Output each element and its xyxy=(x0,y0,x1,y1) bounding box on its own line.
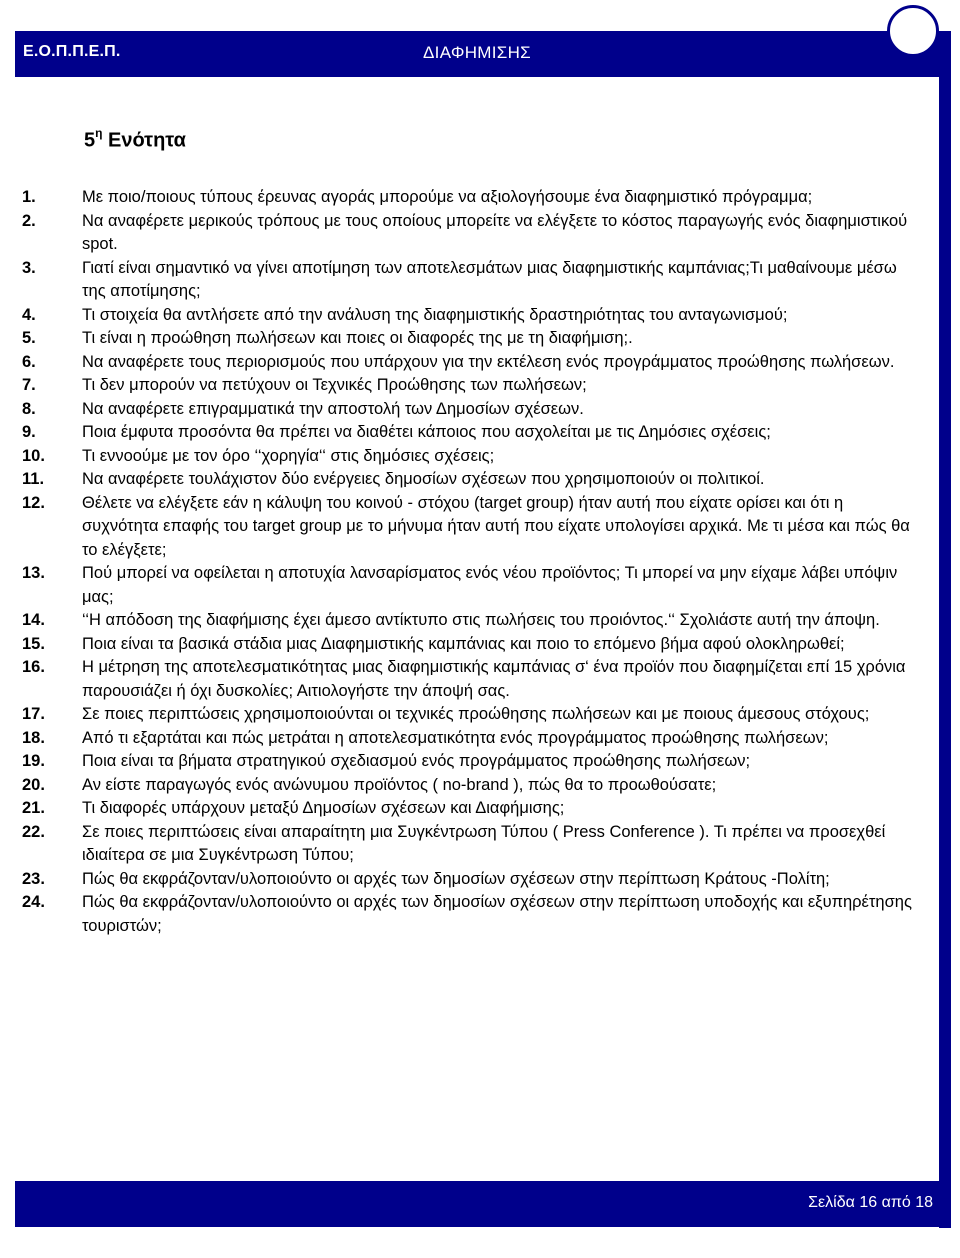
question-text: Πού μπορεί να οφείλεται η αποτυχία λανσαρίσματος ενός νέου προϊόντος; Τι μπορεί να μην είχαμε λάβει υπόψιν μας; xyxy=(82,564,898,606)
question-text: Σε ποιες περιπτώσεις χρησιμοποιούνται οι τεχνικές προώθησης πωλήσεων και με ποιους άμεσους στόχους; xyxy=(82,705,870,723)
question-text: Τι εννοούμε με τον όρο ‘‘χορηγία‘‘ στις δημόσιες σχέσεις; xyxy=(82,446,495,465)
question-number: 12. xyxy=(22,493,45,512)
question-item xyxy=(22,257,922,304)
question-text: Να αναφέρετε μερικούς τρόπους με τους οποίους μπορείτε να ελέγξετε το κόστος παραγωγής ενός διαφημιστικού spot. xyxy=(82,211,908,253)
question-number: 11. xyxy=(22,470,45,488)
question-number: 3. xyxy=(22,258,36,277)
question-text: Να αναφέρετε τουλάχιστον δύο ενέργειες δημοσίων σχέσεων που χρησιμοποιούν οι πολιτικοί. xyxy=(82,470,765,488)
question-item xyxy=(22,868,922,892)
question-item xyxy=(22,351,922,375)
question-item xyxy=(22,750,922,774)
question-item xyxy=(22,609,922,633)
question-number: 23. xyxy=(22,869,45,888)
question-text: Τι είναι η προώθηση πωλήσεων και ποιες οι διαφορές της με τη διαφήμιση;. xyxy=(82,329,633,347)
question-number: 2. xyxy=(22,211,36,230)
corner-ornament xyxy=(887,5,939,57)
question-text: Ποια έμφυτα προσόντα θα πρέπει να διαθέτει κάποιος που ασχολείται με τις Δημόσιες σχέσεις; xyxy=(82,423,771,441)
question-text: Ποια είναι τα βήματα στρατηγικού σχεδιασμού ενός προγράμματος προώθησης πωλήσεων; xyxy=(82,752,751,770)
question-item xyxy=(22,398,922,422)
question-item xyxy=(22,186,922,210)
question-item xyxy=(22,891,922,938)
question-number: 17. xyxy=(22,705,45,723)
question-number: 18. xyxy=(22,728,45,747)
question-item xyxy=(22,727,922,751)
question-item xyxy=(22,703,922,727)
question-text: Γιατί είναι σημαντικό να γίνει αποτίμηση των αποτελεσμάτων μιας διαφημιστικής καμπάνιας;Τι μαθαίνουμε μέσω της αποτίμησης; xyxy=(82,258,897,300)
footer-bar xyxy=(15,1181,951,1227)
question-text: Η μέτρηση της αποτελεσματικότητας μιας διαφημιστικής καμπάνιας σ‘ ένα προϊόν που διαφημίζεται επί 15 χρόνια παρουσιάζει ή όχι δυσκολίες; Αιτιολογήστε την άποψή σας. xyxy=(82,658,906,700)
question-item xyxy=(22,304,922,328)
question-text: Σε ποιες περιπτώσεις είναι απαραίτητη μια Συγκέντρωση Τύπου ( Press Conference ). Τι πρέπει να προσεχθεί ιδιαίτερα σε μια Συγκέντρωση Τύπου; xyxy=(82,822,886,864)
question-number: 21. xyxy=(22,799,45,817)
question-item xyxy=(22,210,922,257)
question-item xyxy=(22,562,922,609)
question-item xyxy=(22,374,922,398)
question-item xyxy=(22,633,922,657)
question-item xyxy=(22,327,922,351)
section-title xyxy=(84,128,186,153)
question-item xyxy=(22,774,922,798)
question-text: Θέλετε να ελέγξετε εάν η κάλυψη του κοινού - στόχου (target group) ήταν αυτή που είχατε ορίσει και ότι η συχνότητα επαφής του target group με το μήνυμα ήταν αυτή που είχατε υπολογίσει αρχικά. Με τι μέσα και πώς θα το ελέγξετε; xyxy=(82,493,910,559)
question-item xyxy=(22,421,922,445)
question-item xyxy=(22,656,922,703)
question-number: 9. xyxy=(22,423,36,441)
question-text: Πώς θα εκφράζονταν/υλοποιούντο οι αρχές των δημοσίων σχέσεων στην περίπτωση υποδοχής και εξυπηρέτησης τουριστών; xyxy=(82,893,912,935)
question-number: 10. xyxy=(22,446,45,465)
question-text: ‘‘Η απόδοση της διαφήμισης έχει άμεσο αντίκτυπο στις πωλήσεις του προιόντος.‘‘ Σχολιάστε αυτή την άποψη. xyxy=(82,611,880,629)
question-number: 14. xyxy=(22,611,45,629)
section-label: Ενότητα xyxy=(108,129,186,152)
section-number: 5 xyxy=(84,129,96,152)
question-text: Τι δεν μπορούν να πετύχουν οι Τεχνικές Προώθησης των πωλήσεων; xyxy=(82,376,587,394)
question-number: 6. xyxy=(22,352,36,371)
question-number: 22. xyxy=(22,822,45,841)
side-bar xyxy=(939,31,951,1228)
question-item xyxy=(22,492,922,563)
question-number: 7. xyxy=(22,376,36,394)
question-number: 8. xyxy=(22,399,36,418)
question-item xyxy=(22,468,922,492)
question-number: 24. xyxy=(22,893,45,911)
question-item xyxy=(22,821,922,868)
question-item xyxy=(22,445,922,469)
question-text: Από τι εξαρτάται και πώς μετράται η αποτελεσματικότητα ενός προγράμματος προώθησης πωλήσεων; xyxy=(82,728,829,747)
header-bar xyxy=(15,31,939,77)
question-number: 20. xyxy=(22,775,45,794)
question-text: Να αναφέρετε επιγραμματικά την αποστολή των Δημοσίων σχέσεων. xyxy=(82,399,584,418)
question-text: Με ποιο/ποιους τύπους έρευνας αγοράς μπορούμε να αξιολογήσουμε ένα διαφημιστικό πρόγραμμα; xyxy=(82,188,813,206)
question-number: 15. xyxy=(22,634,45,653)
question-number: 1. xyxy=(22,188,36,206)
question-number: 4. xyxy=(22,305,36,324)
question-text: Αν είστε παραγωγός ενός ανώνυμου προϊόντος ( no-brand ), πώς θα το προωθούσατε; xyxy=(82,775,717,794)
question-text: Πώς θα εκφράζονταν/υλοποιούντο οι αρχές των δημοσίων σχέσεων στην περίπτωση Κράτους -Πολίτη; xyxy=(82,869,830,888)
question-text: Τι στοιχεία θα αντλήσετε από την ανάλυση της διαφημιστικής δραστηριότητας του ανταγωνισμού; xyxy=(82,305,788,324)
page-number: Σελίδα 16 από 18 xyxy=(808,1194,933,1211)
header-course: ΔΙΑΦΗΜΙΣΗΣ xyxy=(423,43,531,62)
questions-list xyxy=(22,186,922,938)
question-number: 19. xyxy=(22,752,45,770)
question-text: Να αναφέρετε τους περιορισμούς που υπάρχουν για την εκτέλεση ενός προγράμματος προώθησης πωλήσεων. xyxy=(82,352,895,371)
question-number: 16. xyxy=(22,658,45,676)
header-org: Ε.Ο.Π.Π.Ε.Π. xyxy=(23,43,121,60)
question-number: 5. xyxy=(22,329,36,347)
question-text: Ποια είναι τα βασικά στάδια μιας Διαφημιστικής καμπάνιας και ποιο το επόμενο βήμα αφού ολοκληρωθεί; xyxy=(82,634,845,653)
question-number: 13. xyxy=(22,564,45,582)
section-superscript: η xyxy=(95,126,103,140)
question-item xyxy=(22,797,922,821)
question-text: Τι διαφορές υπάρχουν μεταξύ Δημοσίων σχέσεων και Διαφήμισης; xyxy=(82,799,565,817)
